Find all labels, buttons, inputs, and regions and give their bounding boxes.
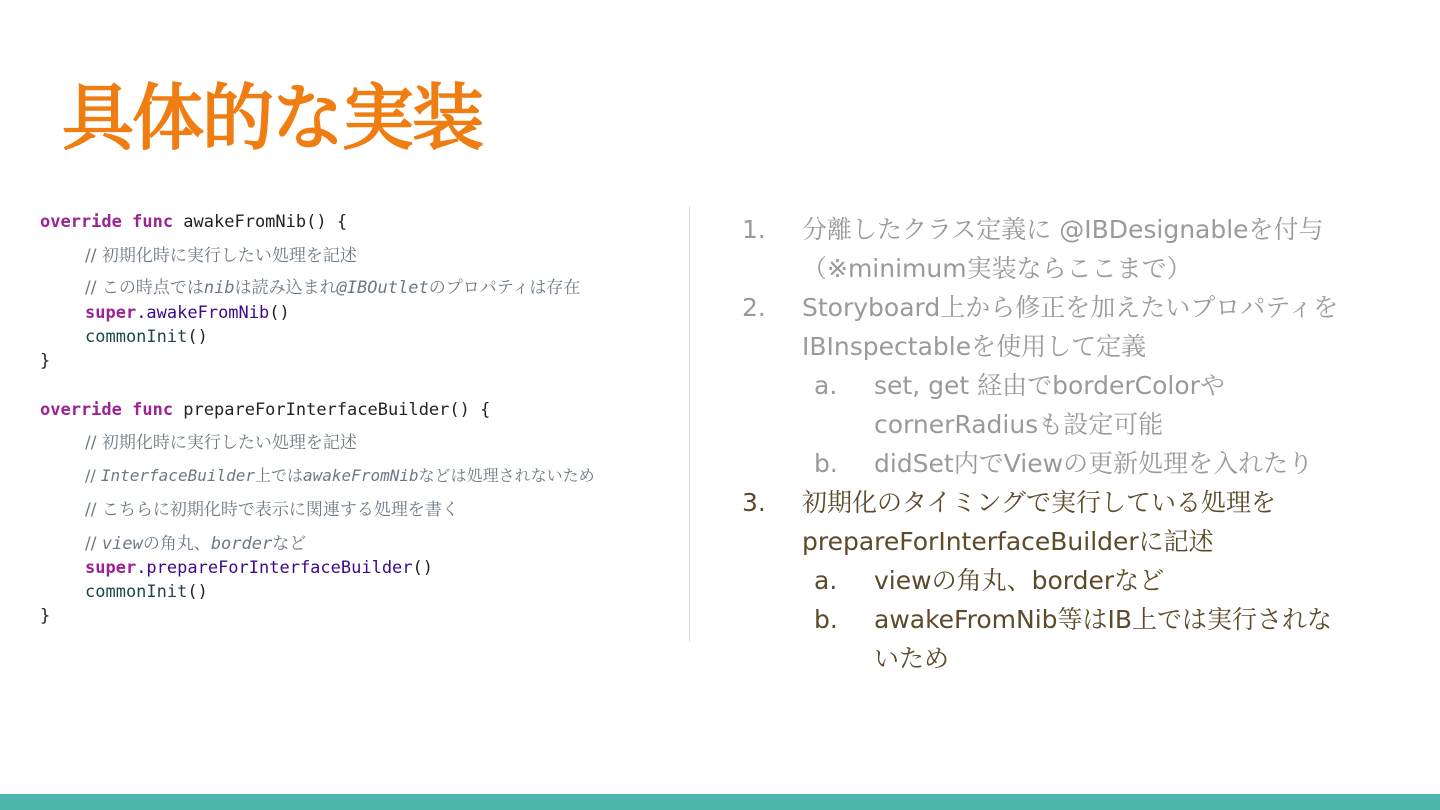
code-close-brace: } <box>40 606 51 626</box>
code-line-signature <box>40 398 490 422</box>
code-keyword: override func <box>40 400 174 420</box>
code-keyword: override func <box>40 212 174 232</box>
list-item-1: 1. 分離したクラス定義に @IBDesignableを付与 （※minimum実装ならここまで） <box>742 215 1324 283</box>
code-close-brace: } <box>40 351 51 371</box>
code-line-super: super.prepareForInterfaceBuilder() <box>85 558 434 578</box>
list-item-3b: b. awakeFromNib等はIB上では実行されな いため <box>814 605 1333 673</box>
code-function-name: prepareForInterfaceBuilder() { <box>173 400 491 420</box>
code-comment: // InterfaceBuilder上ではawakeFromNibなどは処理されないため <box>85 466 595 485</box>
column-divider <box>689 206 690 642</box>
code-line-super: super.awakeFromNib() <box>85 303 290 323</box>
slide-title: 具体的な実装 <box>62 76 483 160</box>
list-item-2: 2. Storyboard上から修正を加えたいプロパティを IBInspectableを使用して定義 <box>742 293 1339 361</box>
code-comment: // 初期化時に実行したい処理を記述 <box>85 246 357 266</box>
footer-bar <box>0 794 1440 810</box>
code-line-signature <box>40 210 347 234</box>
numbered-list <box>742 210 1382 678</box>
code-comment: // viewの角丸、borderなど <box>85 534 307 554</box>
list-item-2b: b. didSet内でViewの更新処理を入れたり <box>814 449 1314 478</box>
list-item-3: 3. 初期化のタイミングで実行している処理を prepareForInterfaceBuilderに記述 <box>742 488 1277 556</box>
code-comment: // 初期化時に実行したい処理を記述 <box>85 433 357 453</box>
list-item-2a: a. set, get 経由でborderColorや cornerRadiusも設定可能 <box>814 371 1225 439</box>
list-item-3a: a. viewの角丸、borderなど <box>814 566 1165 595</box>
code-comment: // こちらに初期化時で表示に関連する処理を書く <box>85 500 459 520</box>
code-function-name: awakeFromNib() { <box>173 212 348 232</box>
code-line-commoninit: commonInit() <box>85 327 208 347</box>
code-line-commoninit: commonInit() <box>85 582 208 602</box>
code-comment: // この時点ではnibは読み込まれ@IBOutletのプロパティは存在 <box>85 278 581 298</box>
